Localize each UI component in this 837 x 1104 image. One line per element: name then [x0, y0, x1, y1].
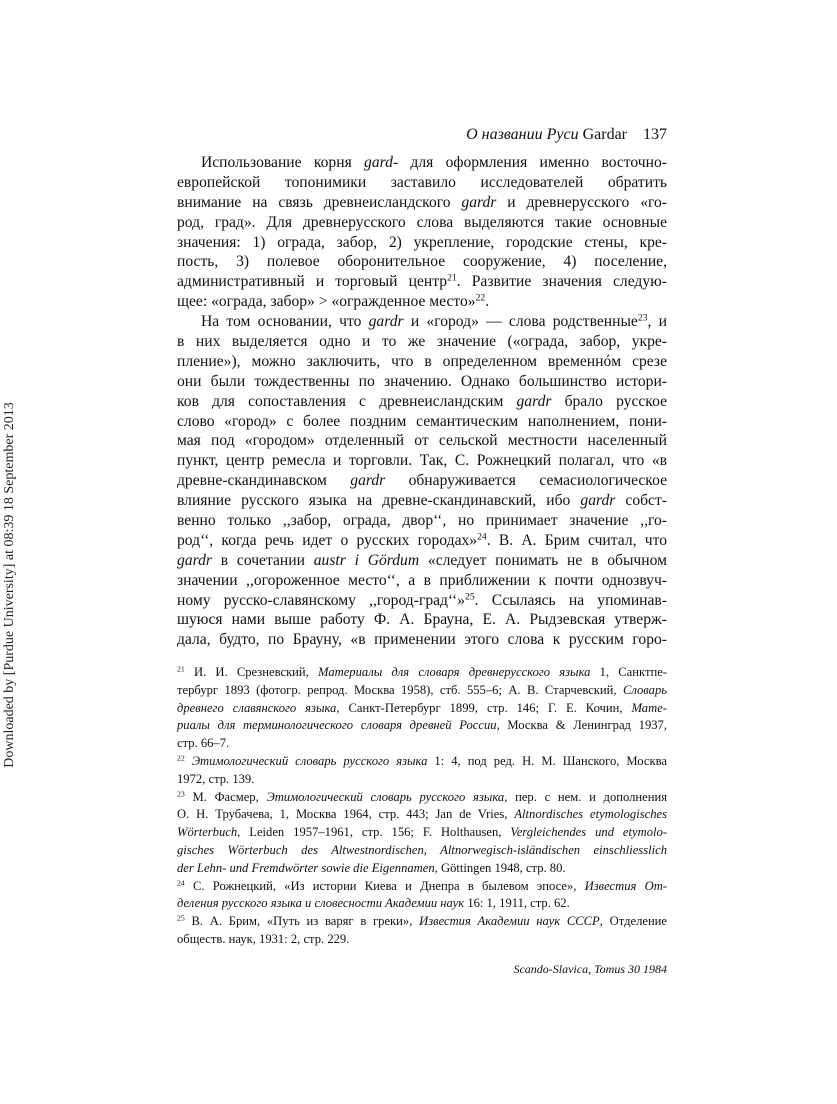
italic-text-run: gardr	[350, 472, 386, 490]
footnote-line	[177, 913, 667, 931]
footnote-ref: 21	[177, 664, 185, 674]
text-line	[177, 153, 667, 173]
text-run: . В. А. Брим считал, что	[486, 531, 667, 549]
text-line	[177, 551, 667, 571]
text-run: внимание на связь древнеисландского	[177, 193, 462, 211]
text-line	[177, 591, 667, 611]
italic-text-run: деления русского языка и словесности Академии наук	[177, 896, 465, 911]
text-line	[177, 392, 667, 412]
italic-text-run: Vergleichendes und etymolo-	[510, 825, 667, 840]
footnote-line	[177, 842, 667, 860]
text-run: . Ссылаясь на упоминав-	[474, 591, 667, 609]
text-run: венно только ,,забор, ограда, двор‘‘, но принимает значение ,,го-	[177, 512, 667, 530]
text-run: , пер. с нем. и дополнения	[504, 789, 667, 804]
text-run: слово «город» с более поздним семантическим наполнением, пони-	[177, 412, 667, 430]
footnote-line	[177, 824, 667, 842]
text-run: На том основании, что	[201, 313, 369, 331]
footnote-ref: 25	[465, 591, 475, 603]
text-line	[177, 571, 667, 591]
text-line	[177, 412, 667, 432]
text-run: С. Рожнецкий, «Из истории Киева и Днепра в былевом эпосе»,	[184, 878, 585, 893]
footnote-ref: 25	[177, 913, 185, 923]
download-watermark: Downloaded by [Purdue University] at 08:39 18 September 2013	[2, 402, 17, 768]
footnote-line	[177, 735, 667, 753]
footnote-ref: 23	[177, 789, 185, 799]
footnote-ref: 22	[475, 292, 486, 304]
text-run: обществ. наук, 1931: 2, стр. 229.	[177, 931, 350, 946]
text-run: , Москва & Ленинград 1937,	[496, 718, 667, 733]
footnote-line	[177, 806, 667, 824]
text-run: , Leiden 1957–1961, стр. 156; F. Holthausen,	[237, 825, 511, 840]
text-run: значении ,,огороженное место‘‘, а в приближении к почти однозвуч-	[177, 571, 667, 589]
text-run: пость, 3) полевое оборонительное сооружение, 4) поселение,	[177, 253, 667, 271]
text-line	[177, 312, 667, 332]
text-run: значения: 1) ограда, забор, 2) укрепление, городские стены, кре-	[177, 233, 667, 251]
footnote-line	[177, 931, 667, 949]
footnote-line	[177, 860, 667, 878]
header-title-italic: О названии Руси	[466, 126, 579, 143]
text-run: дала, будто, по Брауну, «в применении этого слова к русским горо-	[177, 631, 667, 649]
text-run: административный и торговый центр	[177, 273, 448, 291]
text-run: и древнерусского «го-	[496, 193, 667, 211]
italic-text-run: austr i Gördum	[313, 551, 420, 569]
italic-text-run: gardr	[580, 492, 616, 510]
italic-text-run: Этимологический словарь русского языка	[191, 753, 428, 768]
text-run: щее: «ограда, забор» > «огражденное место»	[177, 293, 476, 311]
text-line	[177, 173, 667, 193]
text-run: они были тождественны по значению. Однако большинство истори-	[177, 372, 667, 390]
text-run: ному русско-славянскому ,,город-град‘‘»	[177, 591, 466, 609]
footnote-ref: 21	[447, 273, 457, 285]
text-line	[177, 193, 667, 213]
text-run: В. А. Брим, «Путь из варяг в греки»,	[184, 914, 420, 929]
text-run: собст-	[615, 492, 667, 510]
text-run: для оформления именно восточно-	[398, 154, 667, 171]
text-run: пление»), можно заключить, что в определенном временнóм срезе	[177, 352, 667, 370]
text-line	[177, 630, 667, 650]
text-line	[177, 272, 667, 292]
text-run: стр. 66–7.	[177, 736, 230, 751]
footnote-ref: 24	[477, 531, 487, 543]
italic-text-run: Altnordisches etymologisches	[514, 807, 667, 822]
footnote-ref: 22	[177, 753, 185, 763]
page-number: 137	[643, 126, 667, 143]
text-run	[185, 754, 192, 768]
italic-text-run: Этимологический словарь русского языка	[266, 789, 505, 804]
footnote-line	[177, 753, 667, 771]
text-line	[177, 431, 667, 451]
text-run: М. Фасмер,	[184, 789, 267, 804]
text-line	[177, 511, 667, 531]
text-run: род‘‘, когда речь идет о русских городах»	[177, 531, 478, 549]
text-run: «следует понимать не в обычном	[419, 551, 667, 569]
text-run: .	[485, 293, 490, 311]
text-run: 1972, стр. 139.	[177, 771, 255, 786]
body-text	[177, 153, 667, 650]
footnote-line	[177, 700, 667, 718]
text-run: европейской топонимики заставило исследователей обратить	[177, 173, 667, 191]
journal-footer: Scando-Slavica, Tomus 30 1984	[513, 962, 667, 976]
text-run: . Развитие значения следую-	[456, 273, 667, 291]
footnote-line	[177, 682, 667, 700]
text-run: пункт, центр ремесла и торговли. Так, С. Рожнецкий полагал, что «в	[177, 452, 667, 470]
italic-text-run: Мате-	[631, 700, 667, 715]
footnote-line	[177, 664, 667, 682]
text-line	[177, 471, 667, 491]
italic-text-run: Словарь	[622, 682, 667, 697]
text-run: мая под «городом» отделенный от сельской местности населенный	[177, 432, 667, 450]
italic-text-run: Известия От-	[584, 878, 667, 893]
italic-text-run: gardr	[177, 551, 212, 569]
text-line	[177, 292, 667, 312]
footnote-line	[177, 789, 667, 807]
italic-text-run: der Lehn- und Fremdwörter sowie die Eigennamen	[177, 860, 435, 875]
text-line	[177, 252, 667, 272]
text-line	[177, 372, 667, 392]
italic-text-run: gardr	[368, 313, 404, 331]
text-line	[177, 451, 667, 471]
text-run: брало русское	[551, 392, 667, 410]
footnote-ref: 24	[177, 878, 185, 888]
footnote-ref: 23	[637, 312, 648, 324]
text-line	[177, 332, 667, 352]
text-run: ков для сопоставления с древнеисландским	[177, 392, 517, 410]
text-run: , Göttingen 1948, стр. 80.	[434, 860, 566, 875]
text-line	[177, 233, 667, 253]
text-run: древне-скандинавском	[177, 472, 351, 490]
text-line	[177, 531, 667, 551]
text-run: 16: 1, 1911, стр. 62.	[464, 896, 570, 911]
text-run: тербург 1893 (фотогр. репрод. Москва 1958), стб. 555–6; А. В. Старчевский,	[177, 682, 623, 697]
text-run: Использование корня	[201, 154, 365, 171]
text-run: и «город» — слова родственные	[403, 313, 638, 331]
text-run: род, град». Для древнерусского слова выделяются такие основные	[177, 213, 667, 231]
text-run: 1, Санктпе-	[590, 665, 667, 679]
italic-text-run: gardr	[516, 392, 552, 410]
text-run: 1: 4, под ред. Н. М. Шанского, Москва	[427, 753, 667, 768]
text-line	[177, 213, 667, 233]
text-run: , и	[647, 313, 667, 331]
header-title-roman: Gardar	[582, 126, 627, 143]
footnote-line	[177, 895, 667, 913]
running-header	[177, 126, 667, 144]
text-line	[177, 491, 667, 511]
footnote-line	[177, 771, 667, 789]
italic-text-run: риалы для терминологического словаря древней России	[177, 718, 497, 733]
text-run: в них выделяется одно и то же значение («ограда, забор, укре-	[177, 333, 667, 351]
footnote-line	[177, 717, 667, 735]
text-run: обнаруживается семасиологическое	[385, 472, 667, 490]
italic-text-run: Известия Академии наук СССР	[419, 914, 600, 929]
footnote-line	[177, 878, 667, 896]
italic-text-run: gardr	[461, 193, 497, 211]
text-run: И. И. Срезневский,	[184, 665, 319, 679]
text-run: , Отделение	[599, 914, 668, 929]
text-line	[177, 352, 667, 372]
text-run: шуюся нами выше работу Ф. А. Брауна, Е. А. Рыдзевская утверж-	[177, 611, 667, 629]
text-run: , Санкт-Петербург 1899, стр. 146; Г. Е. Кочин,	[336, 700, 632, 715]
footnotes	[177, 664, 667, 949]
text-run: влияние русского языка на древне-скандинавский, ибо	[177, 492, 581, 510]
italic-text-run: gard-	[364, 154, 399, 171]
italic-text-run: Wörterbuch	[177, 825, 238, 840]
italic-text-run: Материалы для словаря древнерусского языка	[318, 665, 591, 679]
text-run: О. Н. Трубачева, 1, Москва 1964, стр. 443; Jan de Vries,	[177, 807, 515, 822]
text-run: в сочетании	[211, 551, 314, 569]
italic-text-run: древнего славянского языка	[177, 700, 337, 715]
italic-text-run: gisches Wörterbuch des Altwestnordischen, Altnorwegisch-isländischen einschliesslich	[177, 842, 667, 857]
text-line	[177, 610, 667, 630]
